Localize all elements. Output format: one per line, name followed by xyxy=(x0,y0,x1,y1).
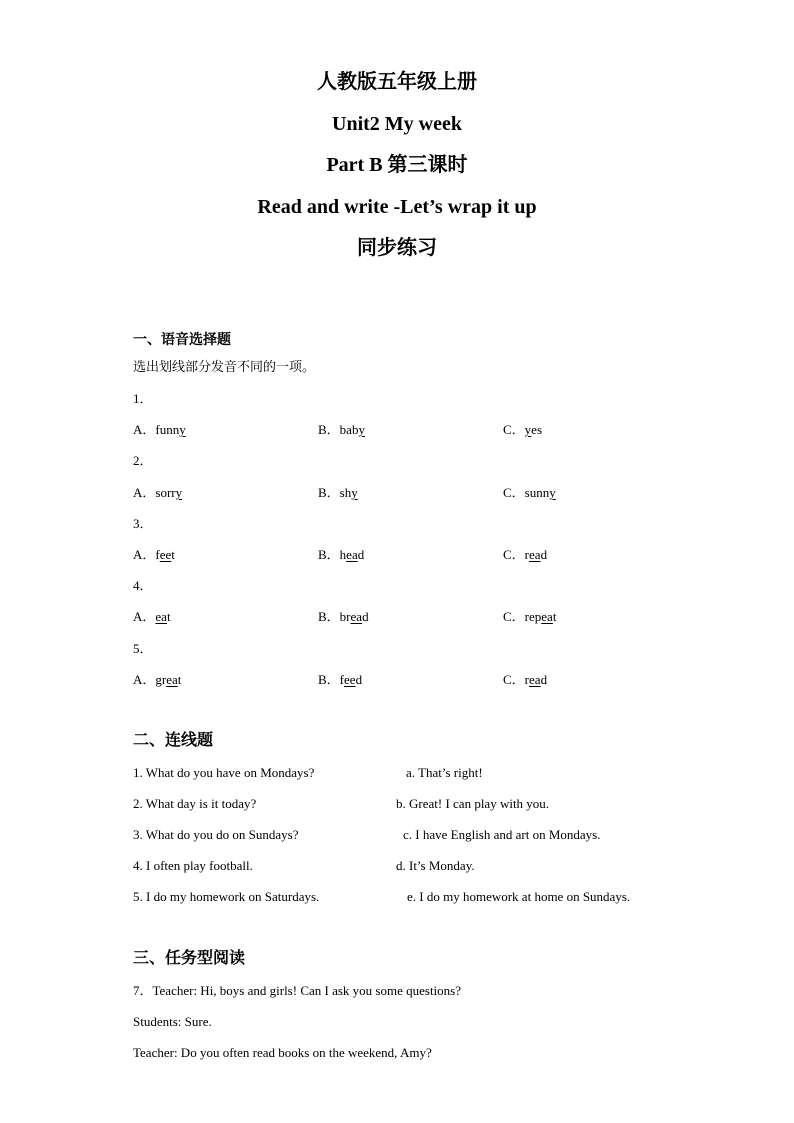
q4-number: 4． xyxy=(133,578,153,593)
section1-title: 一、语音选择题 xyxy=(133,333,231,348)
reading-line-1: 7．Teacher: Hi, boys and girls! Can I ask you some questions? xyxy=(133,983,461,998)
q3-number: 3． xyxy=(133,516,153,531)
q2-option-a: A．sorry xyxy=(133,485,183,500)
header-lesson: Read and write -Let’s wrap it up xyxy=(257,196,537,218)
q2-number: 2． xyxy=(133,453,153,468)
header-unit: Unit2 My week xyxy=(332,113,462,135)
q4-option-c: C．repeat xyxy=(503,609,557,624)
q4-option-b: B．bread xyxy=(318,609,369,624)
match-left-1: 1. What do you have on Mondays? xyxy=(133,765,315,780)
q2-option-c: C．sunny xyxy=(503,485,556,500)
section1-instruction: 选出划线部分发音不同的一项。 xyxy=(133,359,316,374)
q1-option-a: A．funny xyxy=(133,422,186,437)
q3-option-c: C．read xyxy=(503,547,548,562)
q2-option-b: B．shy xyxy=(318,485,358,500)
match-right-c: c. I have English and art on Mondays. xyxy=(403,827,601,842)
header-practice: 同步练习 xyxy=(357,237,437,259)
q3-option-b: B．head xyxy=(318,547,365,562)
q3-option-a: A．feet xyxy=(133,547,175,562)
q1-option-b: B．baby xyxy=(318,422,365,437)
section3-title: 三、任务型阅读 xyxy=(133,950,246,967)
q5-number: 5． xyxy=(133,641,153,656)
match-left-4: 4. I often play football. xyxy=(133,858,253,873)
reading-line-3: Teacher: Do you often read books on the weekend, Amy? xyxy=(133,1045,432,1060)
q5-option-a: A．great xyxy=(133,672,182,687)
q5-option-b: B．feed xyxy=(318,672,363,687)
section2-title: 二、连线题 xyxy=(133,732,214,749)
match-left-2: 2. What day is it today? xyxy=(133,796,257,811)
q4-option-a: A．eat xyxy=(133,609,171,624)
q5-option-c: C．read xyxy=(503,672,548,687)
q1-option-c: C．yes xyxy=(503,422,543,437)
match-right-a: a. That’s right! xyxy=(406,765,483,780)
match-right-d: d. It’s Monday. xyxy=(396,858,475,873)
match-left-3: 3. What do you do on Sundays? xyxy=(133,827,299,842)
reading-line-2: Students: Sure. xyxy=(133,1014,212,1029)
header-part: Part B 第三课时 xyxy=(326,154,468,176)
match-left-5: 5. I do my homework on Saturdays. xyxy=(133,889,320,904)
q1-number: 1． xyxy=(133,391,153,406)
match-right-e: e. I do my homework at home on Sundays. xyxy=(407,889,631,904)
match-right-b: b. Great! I can play with you. xyxy=(396,796,550,811)
header-textbook: 人教版五年级上册 xyxy=(317,71,477,93)
